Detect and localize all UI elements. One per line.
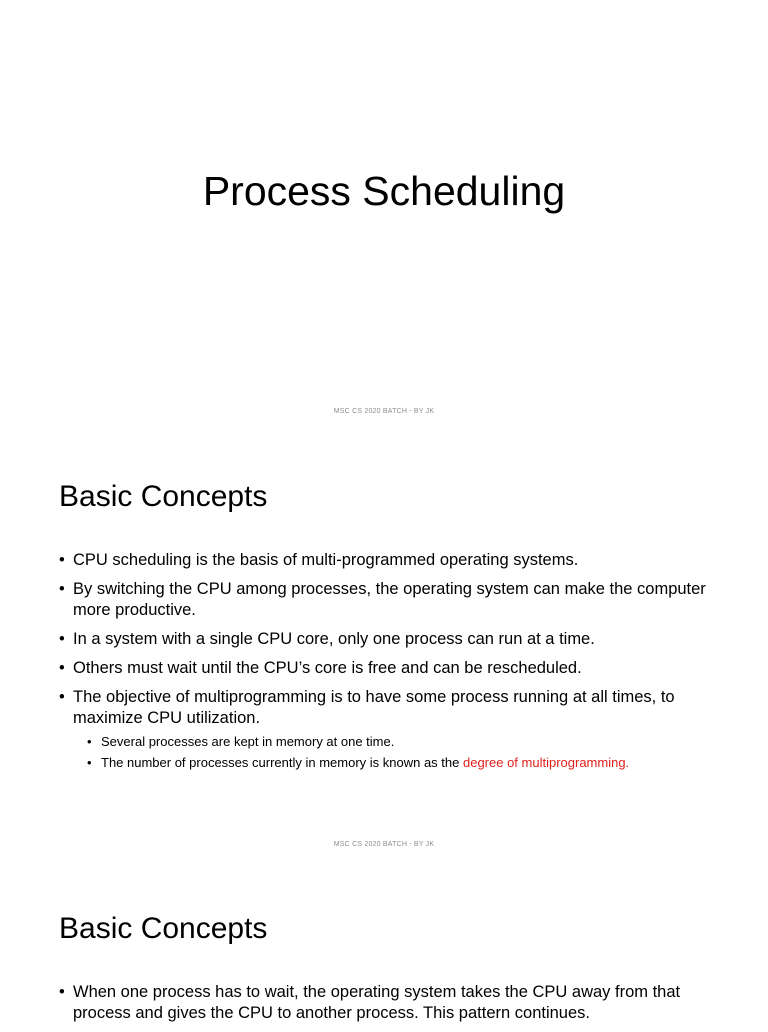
highlighted-term: degree of multiprogramming. <box>462 755 630 770</box>
bullet-item: • By switching the CPU among processes, the operating system can make the computer more productive. <box>59 579 718 621</box>
bullet-item: • In a system with a single CPU core, only one process can run at a time. <box>59 629 718 650</box>
presentation-title: Process Scheduling <box>202 168 566 214</box>
bullet-text: The objective of multiprogramming is to have some process running at all times, to maximize CPU utilization. <box>73 688 675 727</box>
bullet-list <box>59 982 718 1032</box>
basic-concepts-slide-2 <box>0 868 768 1024</box>
bullet-item: • When one process has to wait, the operating system takes the CPU away from that process and gives the CPU to another process. This pattern continues. <box>59 982 718 1024</box>
bullet-item: • Others must wait until the CPU’s core is free and can be rescheduled. <box>59 658 718 679</box>
basic-concepts-slide-1 <box>0 434 768 864</box>
sub-bullet-list <box>73 733 718 772</box>
bullet-list <box>59 550 718 780</box>
sub-bullet-text: The number of processes currently in memory is known as the <box>101 755 463 770</box>
sub-bullet-item <box>87 754 718 772</box>
slide-heading: Basic Concepts <box>59 912 268 945</box>
slide-footer: MSC CS 2020 BATCH - BY JK <box>333 841 435 848</box>
bullet-item: • CPU scheduling is the basis of multi-programmed operating systems. <box>59 550 718 571</box>
title-slide <box>0 0 768 430</box>
slide-heading: Basic Concepts <box>59 480 268 513</box>
bullet-item-with-subitems <box>59 687 718 772</box>
sub-bullet-item: • Several processes are kept in memory at one time. <box>87 733 718 751</box>
slide-footer: MSC CS 2020 BATCH - BY JK <box>333 408 435 415</box>
